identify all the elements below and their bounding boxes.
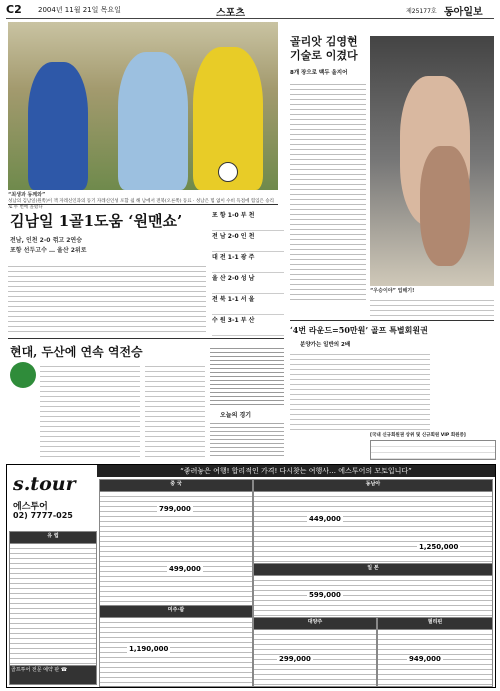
travel-ad (6, 464, 496, 688)
baseball-body (40, 362, 140, 458)
ssireum-caption-title: “우승이야” 업해기! (370, 288, 415, 294)
ad-region-japan: 일 본 (253, 563, 493, 577)
ad-price: 1,250,000 (419, 543, 459, 551)
photo-caption-text: 성남의 김남일(원쪽)이 잭 자레신인과의 동기 자레신인성 포함 쉴 해 남에서 전북(오른쪽) 동료 · 성남은 힘 없이 수비 득점에 힘입은 승리로 두 번에 올렸다 (8, 199, 275, 210)
page-number: C2 (6, 3, 22, 16)
ad-phone: 02) 7777-025 (13, 511, 73, 520)
divider (8, 338, 284, 339)
golf-body (290, 350, 430, 430)
ad-region-oceania: 대양주 (253, 617, 377, 631)
ad-price: 449,000 (309, 515, 341, 523)
today-game-list (210, 420, 284, 458)
ad-banner: “좋려놓은 여행! 합리적인 가격! 다시찾는 여행사… 에스투어의 모토입니다” (97, 465, 495, 477)
today-game-title: 오늘의 경기 (220, 412, 252, 419)
soccer-photo (8, 22, 278, 190)
main-article-body (8, 262, 206, 332)
ad-brand: s.tour (13, 473, 76, 495)
photo-caption-title: “최생과 동께와” (8, 192, 46, 198)
ssireum-body (290, 80, 366, 302)
ssireum-caption-text (370, 296, 494, 316)
golf-subhead: 분양가는 일반의 2배 (300, 342, 351, 348)
ad-block (253, 575, 493, 619)
score-row: 울 산 2-0 성 남 (212, 273, 284, 294)
ssireum-subhead: 8개 장으로 백두 올지어 (290, 70, 348, 76)
score-row: 전 북 1-1 서 울 (212, 294, 284, 315)
ad-block (9, 543, 97, 667)
ad-brand-sub: 에스투어 (13, 502, 48, 512)
newspaper-name: 동아일보 (444, 7, 483, 18)
ssireum-photo (370, 36, 494, 286)
masthead (6, 2, 494, 19)
ssireum-photo-caption (370, 288, 494, 295)
ad-region-usa: 미주·괌 (99, 605, 253, 619)
ad-footer: 골프투어 전문 예약 판 ☎ (9, 665, 97, 685)
main-headline: 김남일 1골1도움 ‘원맨쇼’ (10, 212, 183, 230)
ad-price: 1,190,000 (129, 645, 169, 653)
ssireum-headline: 골리앗 김영현 기술로 이겼다 (290, 35, 358, 62)
ad-block (99, 617, 253, 687)
score-row: 수 원 3-1 부 산 (212, 315, 284, 336)
divider (290, 320, 494, 321)
ad-region-china: 중 국 (99, 479, 253, 493)
ad-region-philippines: 필리핀 (377, 617, 493, 631)
main-subhead: 전남, 인천 2-0 꺾고 2연승 포항 선두고수 … 울산 2위로 (10, 237, 87, 254)
ad-block (253, 629, 377, 687)
ad-price: 599,000 (309, 591, 341, 599)
ad-region-europe: 유 럽 (9, 531, 97, 545)
divider (8, 204, 278, 205)
score-row: 전 남 2-0 인 천 (212, 231, 284, 252)
golf-headline: ‘4번 라운드=50만원’ 골프 특별회원권 (290, 325, 428, 335)
wrestler-figure (420, 146, 470, 266)
ad-price: 499,000 (169, 565, 201, 573)
ad-price: 799,000 (159, 505, 191, 513)
issue-number: 제25177호 (406, 8, 437, 15)
ad-block (253, 491, 493, 565)
player-figure (118, 52, 188, 190)
ad-price: 299,000 (279, 655, 311, 663)
scoreboard (212, 210, 284, 336)
baseball-body-col2 (145, 362, 205, 458)
golf-table (370, 440, 496, 460)
soccer-ball (218, 162, 238, 182)
section-title: 스포츠 (216, 8, 245, 19)
ad-price: 949,000 (409, 655, 441, 663)
baseball-boxscores (210, 345, 284, 405)
player-figure (28, 62, 88, 190)
ad-region-sea: 동남아 (253, 479, 493, 493)
golf-table-title: [국내 신규회원권 상위 및 신규회원 VIP 회원증] (370, 433, 466, 438)
photo-caption (8, 192, 278, 211)
score-row: 포 항 1-0 부 천 (212, 210, 284, 231)
baseball-headline: 현대, 두산에 연속 역전승 (10, 345, 143, 359)
issue-date: 2004년 11월 21일 목요일 (38, 6, 121, 14)
team-logo (10, 362, 36, 388)
score-row: 대 전 1-1 광 주 (212, 252, 284, 273)
